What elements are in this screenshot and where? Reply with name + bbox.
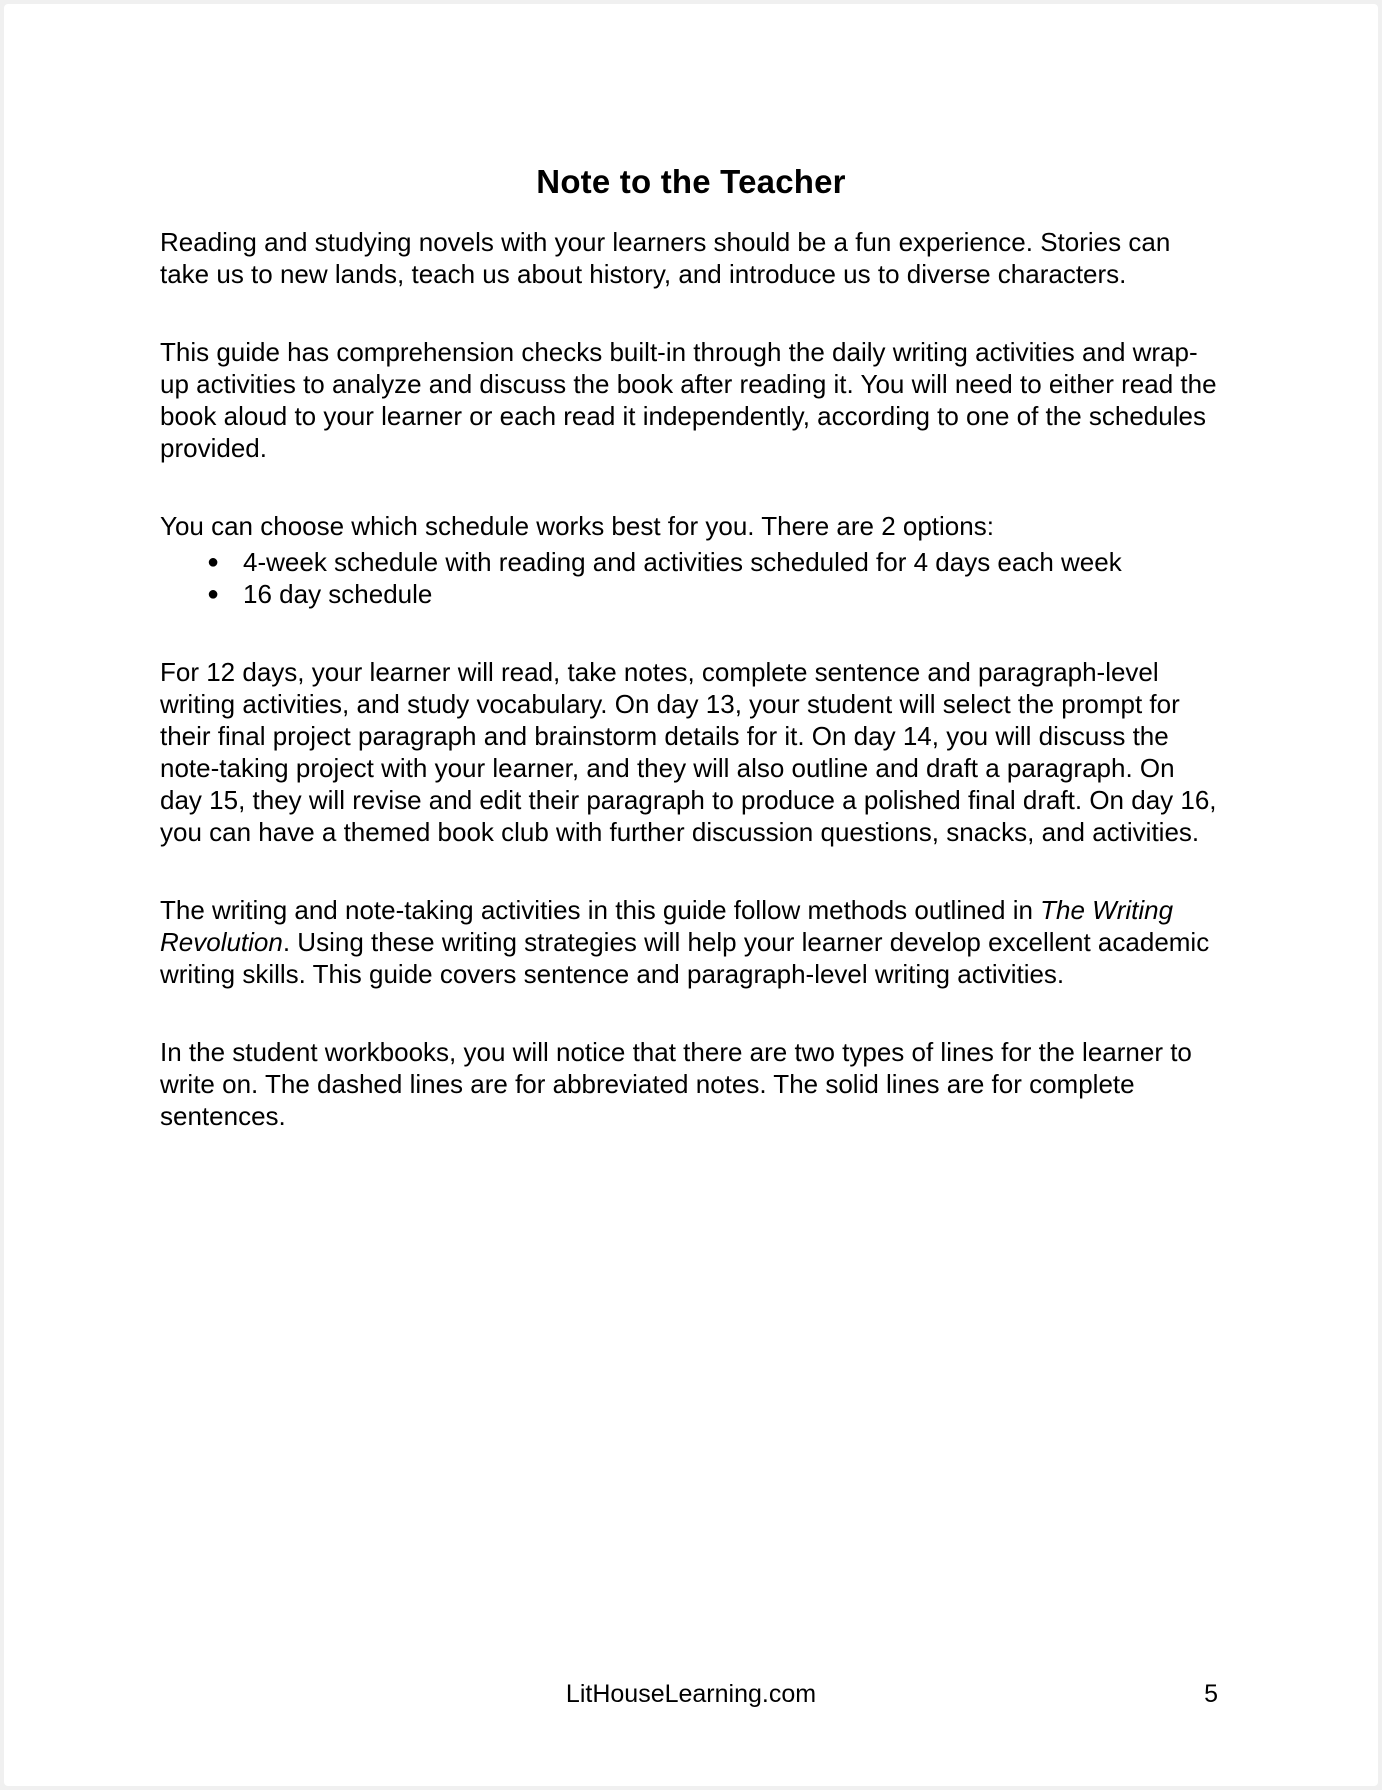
page-content [4, 4, 1378, 1132]
body-paragraph [160, 510, 1222, 542]
text-segment: This guide has comprehension checks built-in through the daily writing activities and wrap-up activities to analyze and discuss the book after reading it. You will need to either read the book aloud to your learner or each read it independently, according to one of the schedules provided. [160, 337, 1217, 463]
footer-site-text: LitHouseLearning.com [565, 1680, 817, 1708]
text-segment: You can choose which schedule works best for you. There are 2 options: [160, 511, 994, 541]
body-paragraph [160, 336, 1222, 464]
text-segment: The writing and note-taking activities in this guide follow methods outlined in [160, 895, 1041, 925]
text-segment: Reading and studying novels with your learners should be a fun experience. Stories can take us to new lands, teach us about history, and introduce us to diverse characters. [160, 227, 1171, 289]
page-footer [164, 1678, 1218, 1710]
body-paragraph [160, 226, 1222, 290]
text-segment: In the student workbooks, you will notice that there are two types of lines for the learner to write on. The dashed lines are for abbreviated notes. The solid lines are for complete sentences. [160, 1037, 1192, 1131]
page-number: 5 [1204, 1680, 1218, 1708]
schedule-options-list [160, 546, 1222, 610]
text-segment: . Using these writing strategies will help your learner develop excellent academic writing skills. This guide covers sentence and paragraph-level writing activities. [160, 927, 1210, 989]
text-segment: For 12 days, your learner will read, take notes, complete sentence and paragraph-level writing activities, and study vocabulary. On day 13, your student will select the prompt for their final project paragraph and brainstorm details for it. On day 14, you will discuss the note-taking project with your learner, and they will also outline and draft a paragraph. On day 15, they will revise and edit their paragraph to produce a polished final draft. On day 16, you can have a themed book club with further discussion questions, snacks, and activities. [160, 657, 1217, 847]
body-paragraph [160, 1036, 1222, 1132]
body-paragraph [160, 656, 1222, 848]
body-paragraph [160, 894, 1222, 990]
schedule-option-item: ● 4-week schedule with reading and activities scheduled for 4 days each week [207, 546, 1222, 578]
page-title: Note to the Teacher [536, 163, 846, 200]
document-page [4, 4, 1378, 1786]
book-title-italic: The Writing Revolution [160, 895, 1174, 957]
page-body [160, 226, 1222, 1132]
schedule-option-item: ● 16 day schedule [207, 578, 1222, 610]
